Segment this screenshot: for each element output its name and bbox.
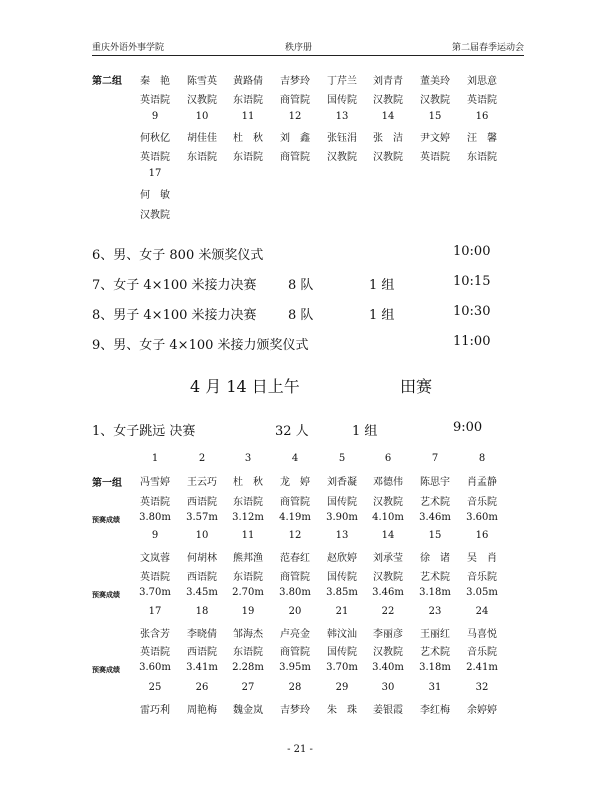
group2-row: [0, 72, 600, 90]
group1-cell: 李丽彦: [373, 629, 403, 640]
page-header: [92, 40, 524, 54]
group2-row: [0, 206, 600, 224]
group1-row: [0, 549, 600, 567]
group2-cell: 英语院: [467, 95, 497, 106]
group2-cell: 汉教院: [327, 152, 357, 163]
group1-cell: 3.80m: [279, 587, 311, 598]
group1-cell: 李红梅: [420, 705, 450, 716]
group1-row: [0, 453, 600, 471]
group1-cell: 14: [381, 530, 395, 541]
track-event-name: 7、女子 4×100 米接力决赛: [92, 278, 257, 293]
group1-cell: 东语院: [233, 572, 263, 583]
group1-cell: 18: [195, 606, 209, 617]
group1-cell: 20: [288, 606, 302, 617]
group1-cell: 国传院: [327, 572, 357, 583]
field-event-name: 1、女子跳远 决赛: [92, 424, 196, 439]
group1-cell: 16: [475, 530, 489, 541]
group2-row: [0, 129, 600, 147]
group2-row: [0, 148, 600, 166]
group2-cell: 黄路倩: [233, 76, 263, 87]
group1-cell: 3.18m: [419, 662, 451, 673]
group1-row: [0, 512, 600, 530]
group2-cell: 吉梦玲: [280, 76, 310, 87]
group1-cell: 9: [151, 530, 159, 541]
prelim-label-1: 预赛成绩: [92, 515, 120, 524]
field-event-1: [0, 420, 600, 438]
group1-cell: 邓德伟: [373, 477, 403, 488]
group2-cell: 英语院: [140, 95, 170, 106]
group1-cell: 英语院: [140, 497, 170, 508]
group1-cell: 3: [244, 453, 252, 464]
group2-cell: 11: [241, 111, 255, 122]
prelim-label-2: 预赛成绩: [92, 590, 120, 599]
prelim-label-3: 预赛成绩: [92, 665, 120, 674]
group1-cell: 3.12m: [232, 512, 264, 523]
group1-cell: 4.19m: [279, 512, 311, 523]
group1-cell: 4.10m: [372, 512, 404, 523]
group1-cell: 3.70m: [139, 587, 171, 598]
group1-cell: 11: [241, 530, 255, 541]
group1-cell: 2.70m: [232, 587, 264, 598]
group1-cell: 国传院: [327, 497, 357, 508]
group1-cell: 3.85m: [326, 587, 358, 598]
group1-row: [0, 701, 600, 719]
group1-cell: 3.95m: [279, 662, 311, 673]
group2-cell: 10: [195, 111, 209, 122]
group2-cell: 汉教院: [373, 152, 403, 163]
group1-cell: 韩汶汕: [327, 629, 357, 640]
group2-cell: 何秋亿: [140, 133, 170, 144]
group1-row: [0, 682, 600, 700]
group2-cell: 英语院: [420, 152, 450, 163]
track-event-name: 8、男子 4×100 米接力决赛: [92, 308, 257, 323]
group1-cell: 26: [195, 682, 209, 693]
group1-cell: 2: [198, 453, 206, 464]
section-type: 田赛: [400, 377, 433, 396]
group1-cell: 6: [384, 453, 392, 464]
group1-cell: 3.46m: [419, 512, 451, 523]
group2-cell: 英语院: [140, 152, 170, 163]
group2-cell: 刘青青: [373, 76, 403, 87]
group2-cell: 东语院: [233, 95, 263, 106]
group2-cell: 汉教院: [187, 95, 217, 106]
group1-row: [0, 625, 600, 643]
group1-cell: 东语院: [233, 647, 263, 658]
group1-cell: 文岚蓉: [140, 553, 170, 564]
group1-cell: 汉教院: [373, 497, 403, 508]
group1-row: [0, 568, 600, 586]
group1-cell: 雷巧利: [140, 705, 170, 716]
group2-cell: 胡佳佳: [187, 133, 217, 144]
group2-cell: 杜 秋: [233, 133, 263, 144]
track-event-time: 10:15: [453, 274, 491, 289]
group1-cell: 3.41m: [186, 662, 218, 673]
section-date: 4 月 14 日上午: [190, 377, 300, 396]
group2-cell: 丁芹兰: [327, 76, 357, 87]
group1-cell: 30: [381, 682, 395, 693]
field-event-time: 9:00: [453, 420, 483, 435]
group2-cell: 国传院: [327, 95, 357, 106]
group2-cell: 9: [151, 111, 159, 122]
group1-cell: 1: [151, 453, 159, 464]
group2-row: [0, 186, 600, 204]
group2-cell: 商管院: [280, 152, 310, 163]
group2-row: [0, 111, 600, 129]
group2-cell: 汪 馨: [467, 133, 497, 144]
group2-cell: 12: [288, 111, 302, 122]
group1-cell: 15: [428, 530, 442, 541]
group1-cell: 汉教院: [373, 647, 403, 658]
group1-cell: 赵欣婷: [327, 553, 357, 564]
group1-cell: 刘香凝: [327, 477, 357, 488]
track-event: [0, 274, 600, 292]
group1-cell: 7: [431, 453, 439, 464]
group1-cell: 12: [288, 530, 302, 541]
group1-cell: 冯雪婷: [140, 477, 170, 488]
group2-cell: 张钰涓: [327, 133, 357, 144]
group2-cell: 刘 鑫: [280, 133, 310, 144]
group1-row: [0, 587, 600, 605]
group1-cell: 商管院: [280, 647, 310, 658]
group1-cell: 李晓倩: [187, 629, 217, 640]
group2-cell: 汉教院: [140, 210, 170, 221]
group1-cell: 4: [291, 453, 299, 464]
group2-cell: 15: [428, 111, 442, 122]
group2-cell: 东语院: [467, 152, 497, 163]
track-event-time: 10:30: [453, 304, 491, 319]
group1-cell: 3.70m: [326, 662, 358, 673]
group2-cell: 陈雪英: [187, 76, 217, 87]
group1-cell: 音乐院: [467, 497, 497, 508]
group1-cell: 25: [148, 682, 162, 693]
group1-cell: 艺术院: [420, 572, 450, 583]
group1-cell: 3.18m: [419, 587, 451, 598]
group1-cell: 龙 婷: [280, 477, 310, 488]
group1-cell: 10: [195, 530, 209, 541]
page-number: - 21 -: [287, 744, 313, 755]
group1-row: [0, 643, 600, 661]
group1-cell: 刘承莹: [373, 553, 403, 564]
group2-row: [0, 168, 600, 186]
group1-cell: 王云巧: [187, 477, 217, 488]
track-event-time: 11:00: [453, 334, 491, 349]
group2-cell: 尹文婷: [420, 133, 450, 144]
group2-cell: 17: [148, 168, 162, 179]
group1-cell: 音乐院: [467, 647, 497, 658]
group2-cell: 秦 艳: [140, 76, 170, 87]
group1-cell: 邹海杰: [233, 629, 263, 640]
group1-cell: 范春红: [280, 553, 310, 564]
group1-cell: 吴 肖: [467, 553, 497, 564]
track-event-teams: 8 队: [288, 278, 314, 293]
group1-cell: 23: [428, 606, 442, 617]
group1-cell: 3.40m: [372, 662, 404, 673]
group1-cell: 何胡林: [187, 553, 217, 564]
track-event: [0, 334, 600, 352]
group2-cell: 东语院: [233, 152, 263, 163]
group2-cell: 东语院: [187, 152, 217, 163]
group1-row: [0, 662, 600, 680]
group1-cell: 西语院: [187, 497, 217, 508]
track-event-teams: 8 队: [288, 308, 314, 323]
group1-row: [0, 606, 600, 624]
group1-cell: 王丽红: [420, 629, 450, 640]
group1-cell: 28: [288, 682, 302, 693]
group1-cell: 3.80m: [139, 512, 171, 523]
group1-cell: 西语院: [187, 572, 217, 583]
group1-row: [0, 493, 600, 511]
group2-cell: 商管院: [280, 95, 310, 106]
group1-cell: 19: [241, 606, 255, 617]
group1-cell: 5: [338, 453, 346, 464]
group1-cell: 余婷婷: [467, 705, 497, 716]
group1-cell: 吉梦玲: [280, 705, 310, 716]
track-event-name: 9、男、女子 4×100 米接力颁奖仪式: [92, 338, 309, 353]
group2-row: [0, 91, 600, 109]
group1-cell: 熊邦渔: [233, 553, 263, 564]
group1-cell: 27: [241, 682, 255, 693]
group1-cell: 2.41m: [466, 662, 498, 673]
group1-cell: 商管院: [280, 497, 310, 508]
group2-cell: 汉教院: [420, 95, 450, 106]
group1-cell: 商管院: [280, 572, 310, 583]
group1-cell: 朱 珠: [327, 705, 357, 716]
group1-cell: 艺术院: [420, 647, 450, 658]
group1-cell: 卢亮金: [280, 629, 310, 640]
group1-cell: 3.60m: [139, 662, 171, 673]
group1-cell: 张含芳: [140, 629, 170, 640]
group1-cell: 姜银霞: [373, 705, 403, 716]
header-event: 第二届春季运动会: [451, 43, 524, 53]
group1-cell: 马喜悦: [467, 629, 497, 640]
group1-cell: 22: [381, 606, 395, 617]
group1-cell: 音乐院: [467, 572, 497, 583]
track-event: [0, 244, 600, 262]
group2-cell: 16: [475, 111, 489, 122]
group1-cell: 国传院: [327, 647, 357, 658]
group1-cell: 2.28m: [232, 662, 264, 673]
group1-cell: 艺术院: [420, 497, 450, 508]
group2-cell: 13: [335, 111, 349, 122]
track-event-groups: 1 组: [369, 308, 395, 323]
group1-cell: 3.60m: [466, 512, 498, 523]
group1-cell: 肖孟静: [467, 477, 497, 488]
group1-cell: 17: [148, 606, 162, 617]
group2-cell: 张 洁: [373, 133, 403, 144]
header-school: 重庆外语外事学院: [92, 43, 165, 53]
group1-cell: 29: [335, 682, 349, 693]
group2-cell: 董美玲: [420, 76, 450, 87]
field-event-groups: 1 组: [352, 424, 378, 439]
header-rule: [92, 55, 524, 56]
track-event-name: 6、男、女子 800 米颁奖仪式: [92, 248, 264, 263]
group1-cell: 13: [335, 530, 349, 541]
group1-row: [0, 530, 600, 548]
group1-cell: 8: [478, 453, 486, 464]
group1-cell: 24: [475, 606, 489, 617]
group2-cell: 14: [381, 111, 395, 122]
group1-cell: 杜 秋: [233, 477, 263, 488]
group1-label: 第一组: [92, 478, 122, 489]
group1-cell: 陈思宇: [420, 477, 450, 488]
group1-cell: 3.57m: [186, 512, 218, 523]
group2-cell: 汉教院: [373, 95, 403, 106]
group1-cell: 英语院: [140, 572, 170, 583]
group1-row: [0, 473, 600, 491]
group1-cell: 魏金岚: [233, 705, 263, 716]
group1-cell: 31: [428, 682, 442, 693]
group1-cell: 西语院: [187, 647, 217, 658]
track-event-time: 10:00: [453, 244, 491, 259]
group1-cell: 周艳梅: [187, 705, 217, 716]
track-event-groups: 1 组: [369, 278, 395, 293]
group1-cell: 3.45m: [186, 587, 218, 598]
group1-cell: 东语院: [233, 497, 263, 508]
group1-cell: 3.46m: [372, 587, 404, 598]
header-title: 秩序册: [285, 43, 313, 53]
group1-cell: 3.90m: [326, 512, 358, 523]
track-event: [0, 304, 600, 322]
group1-cell: 32: [475, 682, 489, 693]
group1-cell: 21: [335, 606, 349, 617]
group1-cell: 3.05m: [466, 587, 498, 598]
group2-cell: 刘思意: [467, 76, 497, 87]
group2-label: 第二组: [92, 76, 122, 87]
group1-cell: 汉教院: [373, 572, 403, 583]
group1-cell: 英语院: [140, 647, 170, 658]
group2-cell: 何 敏: [140, 190, 170, 201]
field-event-people: 32 人: [275, 424, 309, 439]
group1-cell: 徐 诸: [420, 553, 450, 564]
